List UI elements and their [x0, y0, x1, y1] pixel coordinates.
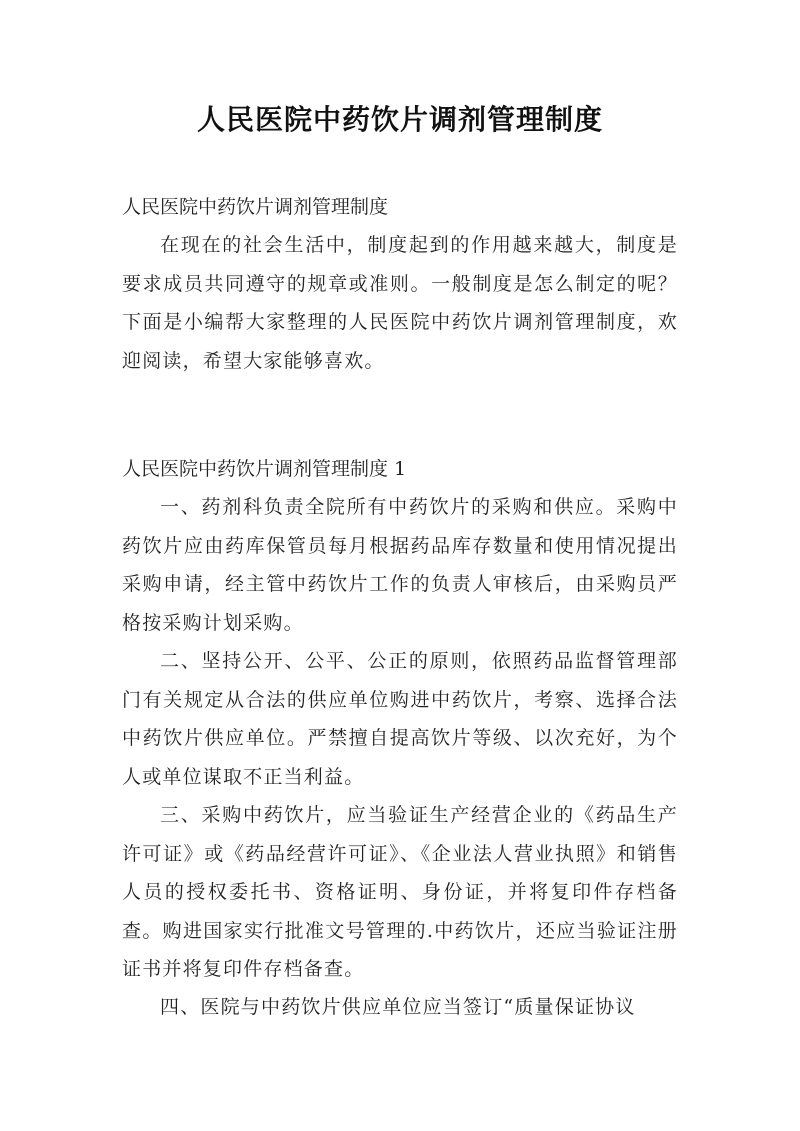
paragraph-4: 四、医院与中药饮片供应单位应当签订“质量保证协议 [160, 996, 636, 1018]
paragraph-2: 二、坚持公开、公平、公正的原则，依照药品监督管理部门有关规定从合法的供应单位购进中药饮片，考察、选择合法中药饮片供应单位。严禁擅自提高饮片等级、以次充好，为个人或单位谋取不正当利益。 [122, 650, 678, 788]
paragraph-1: 一、药剂科负责全院所有中药饮片的采购和供应。采购中药饮片应由药库保管员每月根据药品库存数量和使用情况提出采购申请，经主管中药饮片工作的负责人审核后，由采购员严格按采购计划采购。 [122, 496, 678, 634]
document-subtitle: 人民医院中药饮片调剂管理制度 [122, 196, 389, 218]
section-heading: 人民医院中药饮片调剂管理制度 1 [122, 458, 407, 480]
intro-paragraph: 在现在的社会生活中，制度起到的作用越来越大，制度是要求成员共同遵守的规章或准则。一般制度是怎么制定的呢？下面是小编帮大家整理的人民医院中药饮片调剂管理制度，欢迎阅读，希望大家能够喜欢。 [122, 234, 678, 372]
paragraph-3: 三、采购中药饮片，应当验证生产经营企业的《药品生产许可证》或《药品经营许可证》、《企业法人营业执照》和销售人员的授权委托书、资格证明、身份证，并将复印件存档备查。购进国家实行批准文号管理的.中药饮片，还应当验证注册证书并将复印件存档备查。 [122, 804, 678, 980]
document-title: 人民医院中药饮片调剂管理制度 [196, 103, 603, 136]
